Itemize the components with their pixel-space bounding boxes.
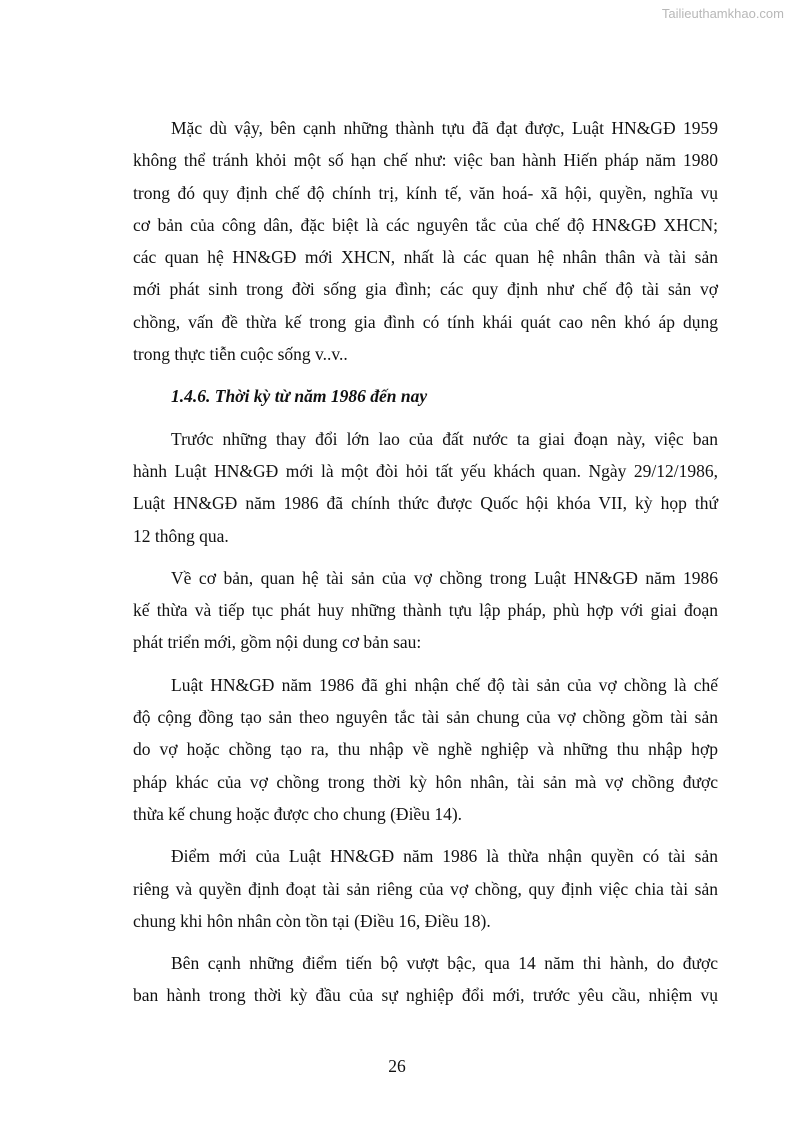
paragraph xyxy=(133,840,718,937)
text-line: kế thừa và tiếp tục phát huy những thành tựu lập pháp, phù hợp với giai đoạn xyxy=(133,600,718,621)
section-heading: 1.4.6. Thời kỳ từ năm 1986 đến nay xyxy=(171,386,428,407)
paragraph xyxy=(133,423,718,552)
text-line: Trước những thay đổi lớn lao của đất nước ta giai đoạn này, việc ban xyxy=(171,428,718,449)
paragraph-group-main xyxy=(133,423,718,1012)
text-line: cơ bản của công dân, đặc biệt là các nguyên tắc của chế độ HN&GĐ XHCN; xyxy=(133,214,718,235)
text-line: riêng và quyền định đoạt tài sản riêng của vợ chồng, quy định việc chia tài sản xyxy=(133,878,718,899)
text-line: không thể tránh khỏi một số hạn chế như: việc ban hành Hiến pháp năm 1980 xyxy=(133,150,718,171)
text-line: chồng, vấn đề thừa kế trong gia đình có tính khái quát cao nên khó áp dụng xyxy=(133,311,718,332)
text-line: hành Luật HN&GĐ mới là một đòi hỏi tất yếu khách quan. Ngày 29/12/1986, xyxy=(133,460,718,481)
text-line: Điểm mới của Luật HN&GĐ năm 1986 là thừa nhận quyền có tài sản xyxy=(171,846,718,867)
paragraph-group-intro xyxy=(133,112,718,370)
text-line: ban hành trong thời kỳ đầu của sự nghiệp đổi mới, trước yêu cầu, nhiệm vụ xyxy=(133,985,718,1006)
text-line: độ cộng đồng tạo sản theo nguyên tắc tài sản chung của vợ chồng gồm tài sản xyxy=(133,707,718,728)
text-line: Luật HN&GĐ năm 1986 đã ghi nhận chế độ tài sản của vợ chồng là chế xyxy=(171,674,718,695)
paragraph xyxy=(133,947,718,1012)
text-line: Bên cạnh những điểm tiến bộ vượt bậc, qua 14 năm thi hành, do được xyxy=(171,953,718,974)
text-line: mới phát sinh trong đời sống gia đình; các quy định như chế độ tài sản vợ xyxy=(133,279,718,300)
text-line: trong đó quy định chế độ chính trị, kính tế, văn hoá- xã hội, quyền, nghĩa vụ xyxy=(133,182,718,203)
text-line: do vợ hoặc chồng tạo ra, thu nhập về nghề nghiệp và những thu nhập hợp xyxy=(133,739,718,760)
page-number: 26 xyxy=(388,1056,406,1076)
text-line: thừa kế chung hoặc được cho chung (Điều 14). xyxy=(133,803,463,824)
text-line: Mặc dù vậy, bên cạnh những thành tựu đã đạt được, Luật HN&GĐ 1959 xyxy=(171,118,718,138)
text-line: các quan hệ HN&GĐ mới XHCN, nhất là các quan hệ nhân thân và tài sản xyxy=(133,247,718,268)
text-line: trong thực tiễn cuộc sống v..v.. xyxy=(133,344,348,365)
document-body xyxy=(133,112,718,1022)
paragraph xyxy=(133,562,718,659)
text-line: pháp khác của vợ chồng trong thời kỳ hôn nhân, tài sản mà vợ chồng được xyxy=(133,771,718,792)
text-line: Luật HN&GĐ năm 1986 đã chính thức được Quốc hội khóa VII, kỳ họp thứ xyxy=(133,493,718,514)
text-line: 12 thông qua. xyxy=(133,525,229,546)
text-line: chung khi hôn nhân còn tồn tại (Điều 16, Điều 18). xyxy=(133,910,491,931)
paragraph xyxy=(133,669,718,830)
paragraph xyxy=(133,112,718,370)
watermark: Tailieuthamkhao.com xyxy=(661,6,784,21)
text-line: phát triển mới, gồm nội dung cơ bản sau: xyxy=(133,632,422,653)
text-line: Về cơ bản, quan hệ tài sản của vợ chồng trong Luật HN&GĐ năm 1986 xyxy=(171,567,718,588)
